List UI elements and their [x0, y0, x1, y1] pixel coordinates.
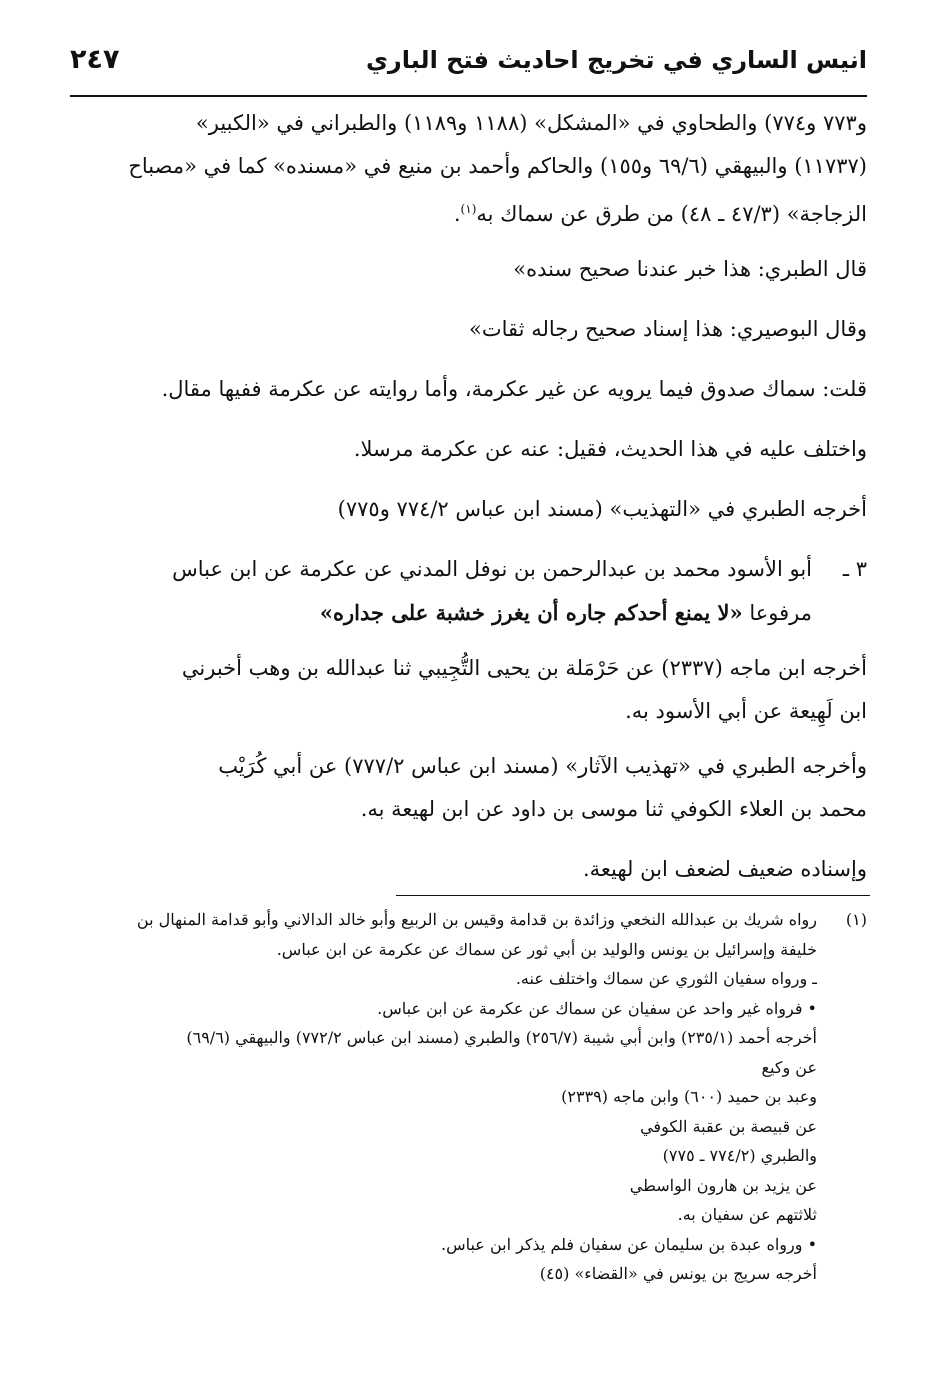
paragraph-variant: واختلف عليه في هذا الحديث، فقيل: عنه عن عكرمة مرسلا.	[353, 437, 867, 461]
item-number: ٣ ـ	[842, 557, 867, 581]
running-header	[70, 44, 867, 94]
footnote-line: وعبد بن حميد (٦٠٠) وابن ماجه (٢٣٣٩)	[561, 1087, 817, 1106]
text-line: الزجاجة» (٤٧/٣ ـ ٤٨) من طرق عن سماك به$^{(١)}$.	[453, 202, 867, 226]
footnote-line: عن يزيد بن هارون الواسطي	[629, 1175, 817, 1195]
footnote-line: عن قبيصة بن عقبة الكوفي	[640, 1116, 817, 1136]
footnote-line: • ورواه عبدة بن سليمان عن سفيان فلم يذكر ابن عباس.	[440, 1234, 817, 1254]
text-line: أبو الأسود محمد بن عبدالرحمن بن نوفل المدني عن عكرمة عن ابن عباس	[172, 557, 812, 581]
paragraph-1	[70, 102, 867, 236]
main-text	[70, 102, 867, 891]
footnote-line: والطبري (٧٧٤/٢ ـ ٧٧٥)	[662, 1146, 817, 1165]
text-line: و٧٧٣ و٧٧٤) والطحاوي في «المشكل» (١١٨٨ و١١٨٩) والطبراني في «الكبير»	[195, 111, 867, 135]
paragraph-author-note: قلت: سماك صدوق فيما يرويه عن غير عكرمة، وأما روايته عن عكرمة ففيها مقال.	[161, 377, 867, 401]
paragraph-busiri-quote: وقال البوصيري: هذا إسناد صحيح رجاله ثقات»	[469, 317, 867, 341]
footnote-number: (١)	[845, 910, 867, 929]
footnote-separator	[396, 895, 870, 896]
footnote-line: خليفة وإسرائيل بن يونس والوليد بن أبي ثور عن سماك عن عكرمة عن ابن عباس.	[276, 939, 817, 959]
footnote-line: ـ ورواه سفيان الثوري عن سماك واختلف عنه.	[515, 969, 817, 988]
numbered-item-3	[70, 548, 867, 635]
footnote-line: أخرجه سريج بن يونس في «القضاء» (٤٥)	[539, 1264, 817, 1283]
paragraph-tabari-source: أخرجه الطبري في «التهذيب» (مسند ابن عباس ٧٧٤/٢ و٧٧٥)	[337, 497, 867, 521]
footnote-line: أخرجه أحمد (٢٣٥/١) وابن أبي شيبة (٢٥٦/٧) والطبري (مسند ابن عباس ٧٧٢/٢) والبيهقي (٦٩/٦)	[186, 1028, 817, 1047]
footnote-ref[interactable]: (١)	[460, 202, 477, 216]
paragraph-conclusion: وإسناده ضعيف لضعف ابن لهيعة.	[582, 857, 867, 881]
footnote-line: عن وكيع	[761, 1057, 817, 1077]
footnotes	[70, 905, 867, 1289]
header-rule	[70, 95, 867, 97]
page-number: ٢٤٧	[70, 44, 120, 75]
footnote-line: (١) رواه شريك بن عبدالله النخعي وزائدة بن قدامة وقيس بن الربيع وأبو خالد الدالاني وأبو قدامة المنهال بن	[70, 905, 867, 935]
text-line: مرفوعا «لا يمنع أحدكم جاره أن يغرز خشبة على جداره»	[319, 600, 812, 625]
book-title: انيس الساري في تخريج احاديث فتح الباري	[365, 46, 867, 74]
hadith-text: «لا يمنع أحدكم جاره أن يغرز خشبة على جداره»	[319, 600, 743, 625]
paragraph-tabari-quote: قال الطبري: هذا خبر عندنا صحيح سنده»	[513, 257, 867, 281]
paragraph-ibn-majah: أخرجه ابن ماجه (٢٣٣٧) عن حَرْمَلة بن يحيى التُّجِيبي ثنا عبدالله بن وهب أخبرني ابن لَهِيعة عن أبي الأسود به.	[181, 656, 867, 723]
footnote-line: ثلاثتهم عن سفيان به.	[677, 1205, 817, 1224]
text-line: (١١٧٣٧) والبيهقي (٦٩/٦ و١٥٥) والحاكم وأحمد بن منيع في «مسنده» كما في «مصباح	[128, 154, 867, 178]
footnote-line: • فرواه غير واحد عن سفيان عن سماك عن عكرمة عن ابن عباس.	[377, 998, 817, 1018]
paragraph-tahdhib: وأخرجه الطبري في «تهذيب الآثار» (مسند ابن عباس ٧٧٧/٢) عن أبي كُرَيْب محمد بن العلاء الكوفي ثنا موسى بن داود عن ابن لهيعة به.	[218, 754, 867, 821]
